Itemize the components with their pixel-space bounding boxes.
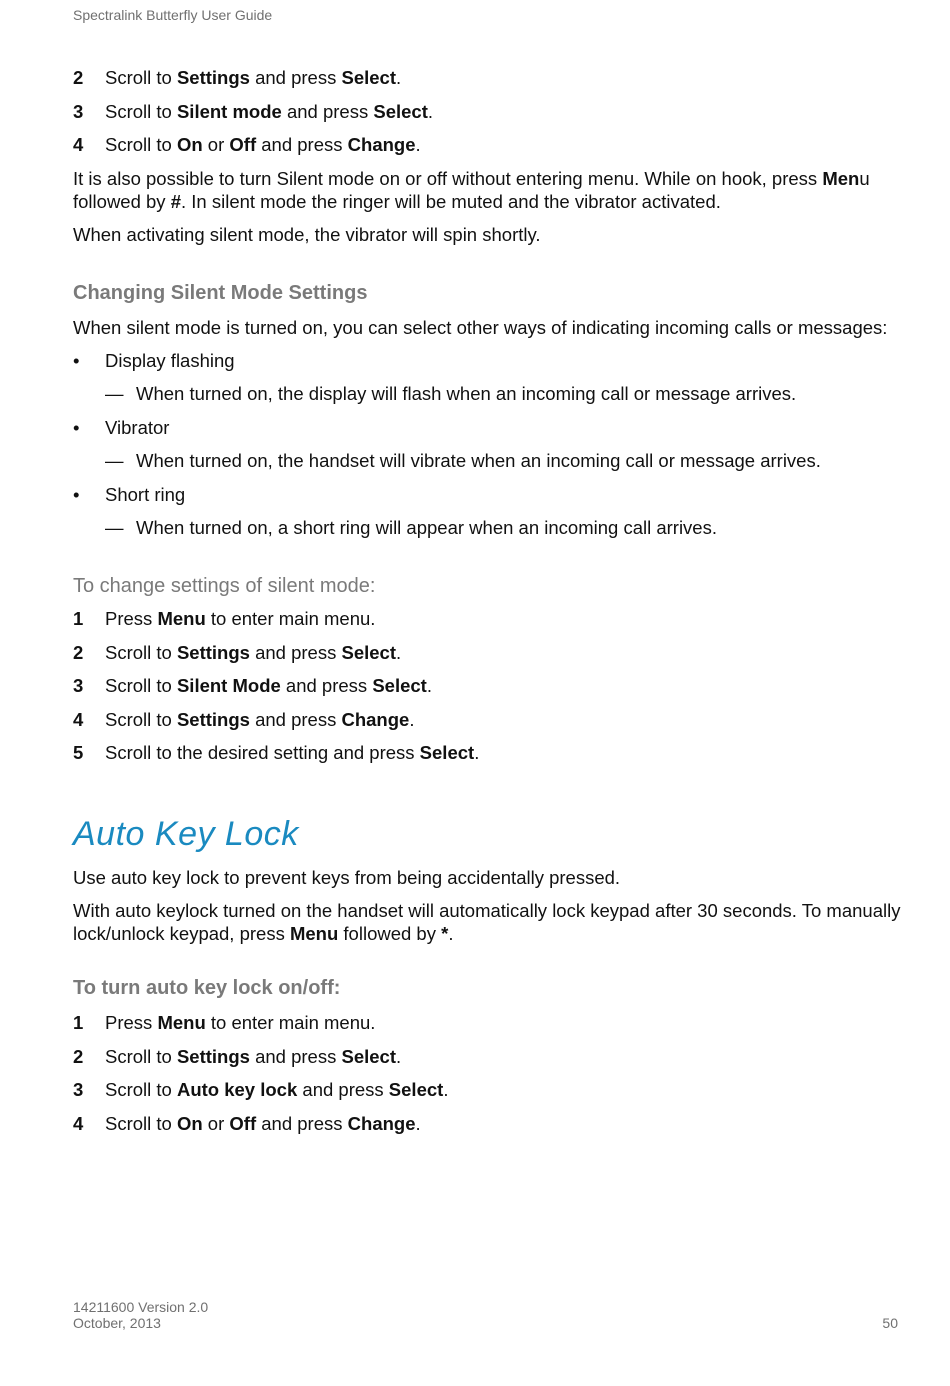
bullet-item: [73, 349, 903, 372]
sub-bullet-text: When turned on, a short ring will appear when an incoming call arrives.: [136, 517, 717, 538]
step-item: [73, 133, 903, 156]
running-header: Spectralink Butterfly User Guide: [73, 7, 273, 23]
step-text: Scroll to Settings and press Select.: [105, 1045, 402, 1067]
step-item: [73, 641, 903, 664]
sub-bullet-item: [73, 449, 903, 472]
step-text: Scroll to On or Off and press Change.: [105, 134, 421, 155]
step-number: 2: [73, 641, 84, 663]
chapter-title: Auto Key Lock: [73, 815, 299, 853]
section-heading: Changing Silent Mode Settings: [73, 281, 368, 304]
step-item: [73, 708, 903, 731]
step-number: 3: [73, 1079, 84, 1100]
step-item: [73, 607, 903, 630]
step-item: [73, 1011, 903, 1034]
step-number: 2: [73, 67, 84, 88]
paragraph: It is also possible to turn Silent mode on or off without entering menu. While on hook, press Menu followed by #. In silent mode the ringer will be muted and the vibrator activated.: [73, 167, 870, 212]
step-text: Scroll to Auto key lock and press Select.: [105, 1079, 449, 1100]
bullet-mark: •: [73, 483, 80, 505]
step-number: 5: [73, 742, 84, 763]
step-number: 3: [73, 675, 84, 696]
sub-bullet-text: When turned on, the handset will vibrate when an incoming call or message arrives.: [136, 450, 821, 471]
step-item: [73, 100, 903, 123]
step-number: 4: [73, 134, 84, 155]
step-text: Scroll to Silent Mode and press Select.: [105, 675, 432, 696]
paragraph: Use auto key lock to prevent keys from being accidentally pressed.: [73, 867, 621, 888]
step-item: [73, 1078, 903, 1101]
step-text: Scroll to Silent mode and press Select.: [105, 100, 434, 122]
footer-version: 14211600 Version 2.0: [73, 1299, 209, 1315]
dash-mark: —: [105, 450, 124, 471]
procedure-heading: To change settings of silent mode:: [73, 575, 376, 597]
page-number: 50: [882, 1315, 898, 1331]
step-text: Press Menu to enter main menu.: [105, 1012, 376, 1033]
footer-date: October, 2013: [73, 1315, 161, 1331]
step-item: [73, 1112, 903, 1135]
sub-bullet-text: When turned on, the display will flash when an incoming call or message arrives.: [136, 383, 797, 404]
footer-version-block: [73, 1299, 208, 1331]
dash-mark: —: [105, 383, 124, 404]
step-number: 4: [73, 1112, 84, 1134]
step-number: 1: [73, 1012, 84, 1033]
bullet-label: Short ring: [105, 483, 186, 505]
step-number: 2: [73, 1045, 84, 1067]
step-text: Scroll to Settings and press Change.: [105, 708, 415, 730]
step-number: 3: [73, 100, 84, 122]
bullet-mark: •: [73, 349, 80, 371]
bullet-label: Vibrator: [105, 416, 170, 438]
step-number: 4: [73, 708, 84, 730]
step-item: [73, 66, 903, 89]
procedure-heading: To turn auto key lock on/off:: [73, 977, 341, 999]
step-text: Scroll to the desired setting and press Select.: [105, 742, 480, 763]
star-key-icon: *: [441, 923, 449, 944]
step-text: Scroll to On or Off and press Change.: [105, 1112, 421, 1134]
step-item: [73, 741, 903, 764]
bullet-item: [73, 483, 903, 506]
sub-bullet-item: [73, 516, 903, 539]
step-number: 1: [73, 608, 84, 629]
paragraph: With auto keylock turned on the handset will automatically lock keypad after 30 seconds. To manually lock/unlock keypad, press Menu followed by *.: [73, 900, 901, 944]
bullet-label: Display flashing: [105, 349, 235, 371]
step-text: Scroll to Settings and press Select.: [105, 641, 402, 663]
step-item: [73, 1045, 903, 1068]
dash-mark: —: [105, 517, 124, 538]
paragraph: When activating silent mode, the vibrator will spin shortly.: [73, 223, 541, 245]
page-content: [73, 66, 903, 1145]
step-text: Scroll to Settings and press Select.: [105, 67, 402, 88]
sub-bullet-item: [73, 382, 903, 405]
step-item: [73, 674, 903, 697]
bullet-item: [73, 416, 903, 439]
bullet-mark: •: [73, 416, 80, 438]
paragraph: When silent mode is turned on, you can select other ways of indicating incoming calls or messages:: [73, 316, 888, 338]
step-text: Press Menu to enter main menu.: [105, 608, 376, 629]
